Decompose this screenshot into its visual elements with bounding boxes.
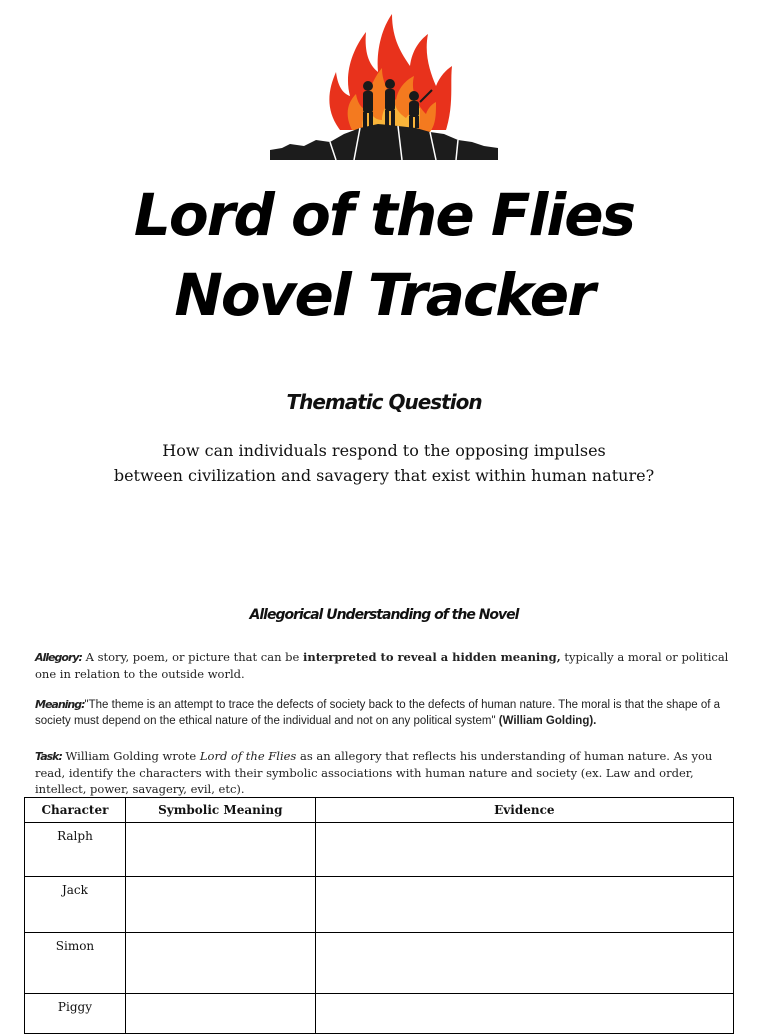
symbolic-meaning-cell[interactable] <box>125 823 315 877</box>
table-row <box>25 823 734 877</box>
meaning-definition <box>35 697 735 729</box>
thematic-question-heading: Thematic Question <box>286 390 482 414</box>
symbolic-meaning-cell[interactable] <box>125 994 315 1034</box>
document-title-line1: Lord of the Flies <box>133 181 635 249</box>
allegory-label: Allegory: <box>35 651 82 664</box>
allegory-text-part1: A story, poem, or picture that can be <box>81 650 303 664</box>
column-header-character: Character <box>25 798 126 823</box>
allegory-definition <box>35 649 735 682</box>
flame-figures-logo <box>270 10 498 162</box>
task-text-part2: as an allegory that reflects his understanding of human nature. As you read, identify the characters with their symbolic associations with human nature and society (ex. Law and order, intellect, power, savagery, evil, etc). <box>35 749 713 796</box>
task-text-part1: William Golding wrote <box>61 749 200 763</box>
question-line2: between civilization and savagery that exist within human nature? <box>113 466 655 485</box>
question-line1: How can individuals respond to the opposing impulses <box>162 441 606 460</box>
table-row <box>25 877 734 933</box>
symbolic-meaning-cell[interactable] <box>125 933 315 994</box>
document-title-line2: Novel Tracker <box>174 261 594 329</box>
evidence-cell[interactable] <box>315 933 733 994</box>
allegory-text-part2: typically a moral or political one in relation to the outside world. <box>35 650 729 681</box>
evidence-cell[interactable] <box>315 877 733 933</box>
allegory-section-heading: Allegorical Understanding of the Novel <box>249 607 519 623</box>
task-text-italic: Lord of the Flies <box>199 749 297 763</box>
character-name: Piggy <box>25 994 126 1034</box>
table-header-row <box>25 798 734 823</box>
character-name: Jack <box>25 877 126 933</box>
meaning-label: Meaning: <box>35 698 85 711</box>
evidence-cell[interactable] <box>315 994 733 1034</box>
character-tracker-table <box>24 797 734 1034</box>
allegory-text-bold: interpreted to reveal a hidden meaning, <box>303 650 561 664</box>
thematic-question-text <box>0 438 768 488</box>
task-label: Task: <box>35 750 62 763</box>
character-name: Ralph <box>25 823 126 877</box>
task-instructions <box>35 748 735 797</box>
meaning-text: "The theme is an attempt to trace the defects of society back to the defects of human nature. The moral is that the shape of a society must depend on the ethical nature of the individual and not on any political system" <box>35 699 720 727</box>
table-row <box>25 994 734 1034</box>
column-header-symbolic-meaning: Symbolic Meaning <box>125 798 315 823</box>
table-row <box>25 933 734 994</box>
character-name: Simon <box>25 933 126 994</box>
column-header-evidence: Evidence <box>315 798 733 823</box>
meaning-attribution: (William Golding). <box>498 715 597 727</box>
evidence-cell[interactable] <box>315 823 733 877</box>
symbolic-meaning-cell[interactable] <box>125 877 315 933</box>
